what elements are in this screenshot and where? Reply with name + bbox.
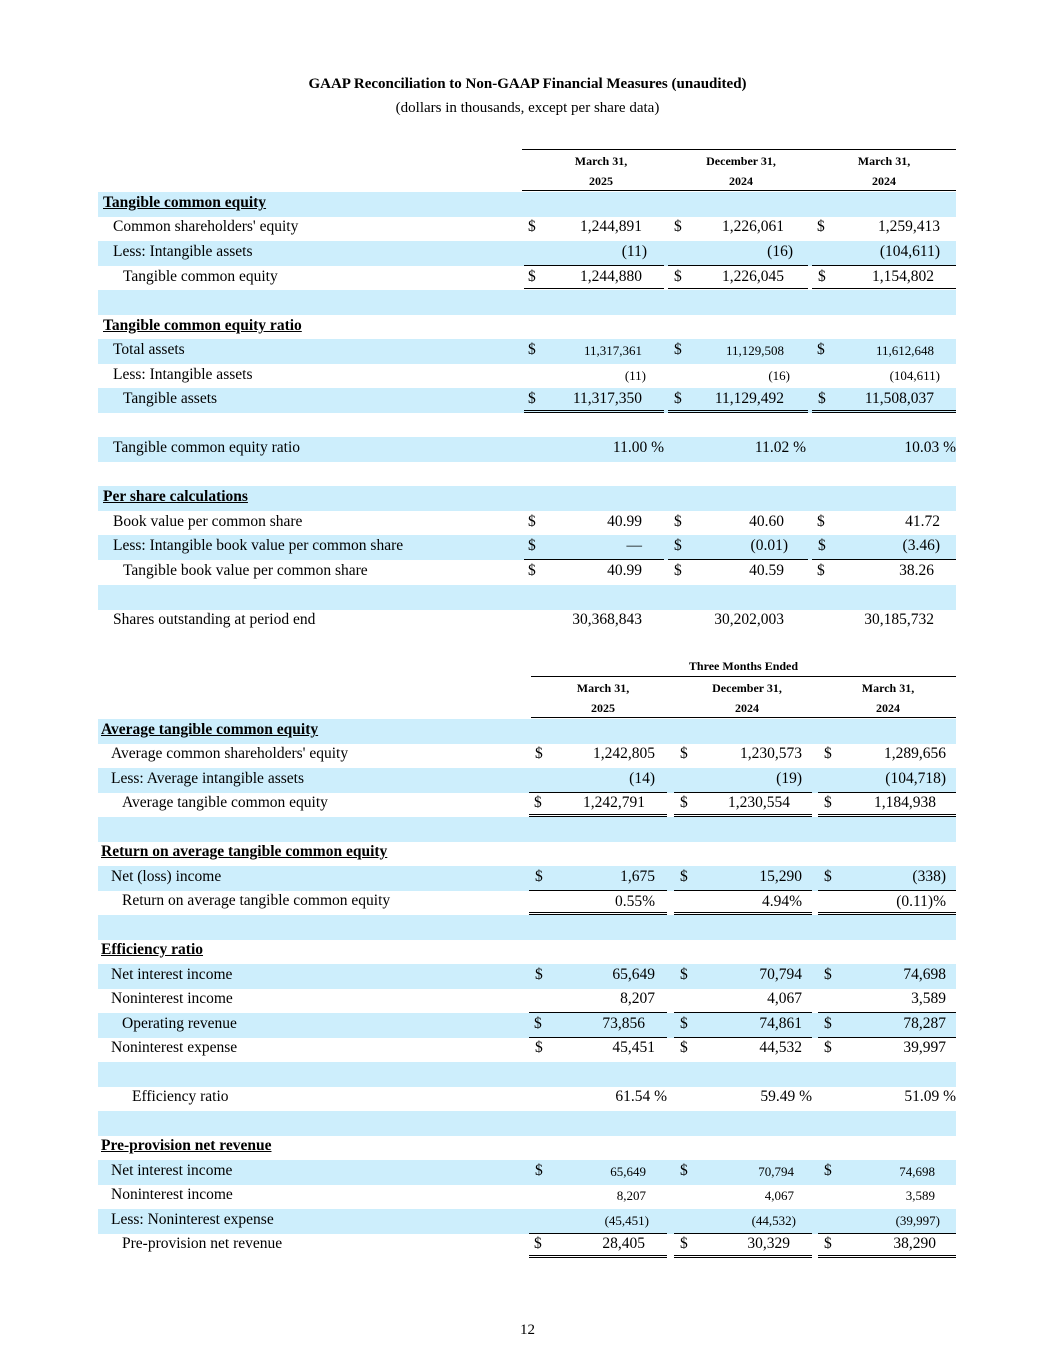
currency-symbol: $ <box>818 268 826 285</box>
table1-header-top-rule <box>522 149 956 150</box>
currency-symbol: $ <box>535 966 543 983</box>
currency-symbol: $ <box>824 1039 832 1056</box>
table-cell: 1,244,891 <box>580 218 642 235</box>
row-label: Total assets <box>113 341 185 358</box>
row-label: Less: Intangible book value per common share <box>113 537 404 554</box>
table-row <box>98 817 956 842</box>
table-cell: 70,794 <box>759 966 802 983</box>
table-row <box>98 841 956 866</box>
currency-symbol: $ <box>534 1235 542 1252</box>
table-row <box>98 437 956 462</box>
page-title: GAAP Reconciliation to Non-GAAP Financial Measures (unaudited) <box>308 76 747 92</box>
currency-symbol: $ <box>528 390 536 407</box>
table-row <box>98 511 956 536</box>
table-cell: 1,259,413 <box>878 218 940 235</box>
table-cell: (44,532) <box>751 1213 796 1228</box>
table-cell: 1,226,045 <box>722 268 784 285</box>
row-label: Average tangible common equity <box>122 794 328 811</box>
table-row <box>98 1062 956 1087</box>
table-cell: 61.54 % <box>615 1088 667 1105</box>
table-cell: 45,451 <box>612 1039 655 1056</box>
currency-symbol: $ <box>674 390 682 407</box>
three-months-ended-header: Three Months Ended <box>688 659 799 673</box>
table-cell: (104,718) <box>885 770 946 787</box>
table-cell: 11,508,037 <box>864 390 934 407</box>
table-cell: (16) <box>768 368 790 383</box>
table2-col-header-3: March 31, 2024 <box>861 681 915 715</box>
table2-header-bottom-rule <box>531 717 956 718</box>
table-cell: 1,226,061 <box>722 218 784 235</box>
row-label: Noninterest expense <box>111 1039 238 1056</box>
table-row <box>98 768 956 793</box>
table-cell: 30,368,843 <box>572 611 642 628</box>
row-label: Pre-provision net revenue <box>122 1235 283 1252</box>
currency-symbol: $ <box>817 562 825 579</box>
currency-symbol: $ <box>680 794 688 811</box>
table-cell: 8,207 <box>620 990 655 1007</box>
table-row <box>98 585 956 610</box>
currency-symbol: $ <box>674 268 682 285</box>
table-cell: 44,532 <box>759 1039 802 1056</box>
table-row <box>98 241 956 266</box>
table-cell: 30,185,732 <box>864 611 934 628</box>
currency-symbol: $ <box>817 513 825 530</box>
table1-col-header-3: March 31, 2024 <box>857 154 911 188</box>
table-row <box>98 988 956 1013</box>
section-heading: Tangible common equity <box>103 194 267 211</box>
currency-symbol: $ <box>824 794 832 811</box>
row-label: Less: Intangible assets <box>113 243 253 260</box>
table-cell: (16) <box>767 243 793 260</box>
table-row <box>98 1184 956 1209</box>
table1-col-header-2: December 31, 2024 <box>706 154 776 188</box>
table-row <box>98 339 956 364</box>
table-cell: 38,290 <box>893 1235 936 1252</box>
table-cell: (11) <box>621 243 647 260</box>
table-cell: (104,611) <box>889 368 940 383</box>
page-subtitle: (dollars in thousands, except per share data) <box>395 100 660 116</box>
table-cell: 1,244,880 <box>580 268 642 285</box>
table-cell: 38.26 <box>899 562 934 579</box>
table-cell: 3,589 <box>911 990 946 1007</box>
table2-col-header-2: December 31, 2024 <box>712 681 782 715</box>
table-cell: 30,329 <box>747 1235 790 1252</box>
table-cell: — <box>626 537 642 554</box>
table-cell: 10.03 % <box>904 439 956 456</box>
table-cell: 4,067 <box>764 1188 794 1203</box>
table-cell: 11,612,648 <box>875 343 934 358</box>
currency-symbol: $ <box>824 1162 832 1179</box>
table-row <box>98 1233 956 1258</box>
table-cell: 11,317,350 <box>572 390 642 407</box>
row-label: Return on average tangible common equity <box>122 892 391 909</box>
table-row <box>98 1209 956 1234</box>
currency-symbol: $ <box>818 390 826 407</box>
row-label: Noninterest income <box>111 990 233 1007</box>
row-label: Tangible assets <box>123 390 218 407</box>
table-cell: 59.49 % <box>760 1088 812 1105</box>
row-label: Less: Average intangible assets <box>111 770 304 787</box>
currency-symbol: $ <box>817 218 825 235</box>
table-row <box>98 535 956 560</box>
row-label: Book value per common share <box>113 513 303 530</box>
table-cell: 28,405 <box>602 1235 645 1252</box>
row-label: Noninterest income <box>111 1186 233 1203</box>
currency-symbol: $ <box>674 513 682 530</box>
row-label: Less: Intangible assets <box>113 366 253 383</box>
table-cell: (39,997) <box>895 1213 940 1228</box>
table-cell: 8,207 <box>616 1188 646 1203</box>
table-row <box>98 719 956 744</box>
table-cell: 40.99 <box>607 562 642 579</box>
currency-symbol: $ <box>680 1162 688 1179</box>
table-row <box>98 1135 956 1160</box>
table-row <box>98 1086 956 1111</box>
table-cell: 1,230,573 <box>740 745 802 762</box>
section-heading: Per share calculations <box>103 488 248 505</box>
table-cell: 65,649 <box>612 966 655 983</box>
currency-symbol: $ <box>674 218 682 235</box>
currency-symbol: $ <box>680 966 688 983</box>
table-cell: 40.60 <box>749 513 784 530</box>
table-cell: (11) <box>624 368 646 383</box>
currency-symbol: $ <box>535 1039 543 1056</box>
currency-symbol: $ <box>680 1235 688 1252</box>
row-label: Shares outstanding at period end <box>113 611 316 628</box>
table-cell: 39,997 <box>903 1039 946 1056</box>
row-label: Net interest income <box>111 1162 233 1179</box>
currency-symbol: $ <box>528 537 536 554</box>
table-cell: 1,675 <box>620 868 655 885</box>
currency-symbol: $ <box>680 745 688 762</box>
section-heading: Average tangible common equity <box>101 721 319 738</box>
table-cell: 11.00 % <box>612 439 664 456</box>
table-row <box>98 939 956 964</box>
table-cell: 1,242,791 <box>583 794 645 811</box>
currency-symbol: $ <box>824 745 832 762</box>
currency-symbol: $ <box>824 1015 832 1032</box>
table-row <box>98 1037 956 1062</box>
table-cell: (0.11)% <box>896 893 946 910</box>
currency-symbol: $ <box>680 1015 688 1032</box>
currency-symbol: $ <box>535 868 543 885</box>
table-cell: 11.02 % <box>754 439 806 456</box>
currency-symbol: $ <box>824 1235 832 1252</box>
currency-symbol: $ <box>680 868 688 885</box>
table-cell: 51.09 % <box>904 1088 956 1105</box>
currency-symbol: $ <box>528 341 536 358</box>
currency-symbol: $ <box>528 268 536 285</box>
table-cell: 1,289,656 <box>884 745 946 762</box>
table-row <box>98 266 956 291</box>
currency-symbol: $ <box>528 562 536 579</box>
row-label: Efficiency ratio <box>132 1088 229 1105</box>
table-cell: (0.01) <box>750 537 788 554</box>
section-heading: Return on average tangible common equity <box>101 843 388 860</box>
table-cell: 3,589 <box>905 1188 935 1203</box>
row-label: Net (loss) income <box>111 868 222 885</box>
table-cell: (104,611) <box>879 243 940 260</box>
currency-symbol: $ <box>535 1162 543 1179</box>
table-row <box>98 1160 956 1185</box>
table-cell: 41.72 <box>905 513 940 530</box>
table-row <box>98 315 956 340</box>
table-cell: 74,861 <box>759 1015 802 1032</box>
table-row <box>98 1013 956 1038</box>
row-label: Tangible common equity <box>123 268 278 285</box>
section-heading: Efficiency ratio <box>101 941 204 958</box>
table-cell: 1,242,805 <box>593 745 655 762</box>
table-row <box>98 609 956 634</box>
table-cell: 70,794 <box>758 1164 794 1179</box>
table-row <box>98 364 956 389</box>
table-cell: 11,129,508 <box>725 343 784 358</box>
currency-symbol: $ <box>824 868 832 885</box>
table-row <box>98 866 956 891</box>
table-cell: (14) <box>629 770 655 787</box>
table-cell: 65,649 <box>610 1164 646 1179</box>
table-row <box>98 743 956 768</box>
table-cell: 1,154,802 <box>872 268 934 285</box>
table-cell: 0.55% <box>614 893 655 910</box>
currency-symbol: $ <box>817 341 825 358</box>
table-row <box>98 290 956 315</box>
table-row <box>98 915 956 940</box>
table-row <box>98 964 956 989</box>
table-row <box>98 192 956 217</box>
table-cell: (19) <box>776 770 802 787</box>
table1-col-header-1: March 31, 2025 <box>574 154 628 188</box>
table-cell: 4.94% <box>761 893 802 910</box>
row-label: Net interest income <box>111 966 233 983</box>
table-cell: 15,290 <box>759 868 802 885</box>
table-row <box>98 216 956 241</box>
table-cell: 4,067 <box>767 990 802 1007</box>
table-cell: 11,317,361 <box>583 343 642 358</box>
table-row <box>98 560 956 585</box>
table-cell: (338) <box>912 868 946 885</box>
row-label: Tangible book value per common share <box>123 562 368 579</box>
table-cell: 78,287 <box>903 1015 946 1032</box>
currency-symbol: $ <box>674 537 682 554</box>
page-number: 12 <box>520 1322 535 1338</box>
section-heading: Pre-provision net revenue <box>101 1137 272 1154</box>
currency-symbol: $ <box>680 1039 688 1056</box>
table-cell: 1,184,938 <box>874 794 936 811</box>
currency-symbol: $ <box>535 745 543 762</box>
row-label: Operating revenue <box>122 1015 237 1032</box>
row-label: Less: Noninterest expense <box>111 1211 274 1228</box>
table-cell: 1,230,554 <box>728 794 790 811</box>
row-label: Common shareholders' equity <box>113 218 299 235</box>
table-cell: 11,129,492 <box>714 390 784 407</box>
table-row <box>98 792 956 817</box>
currency-symbol: $ <box>534 1015 542 1032</box>
currency-symbol: $ <box>528 513 536 530</box>
currency-symbol: $ <box>674 562 682 579</box>
table-cell: 30,202,003 <box>714 611 784 628</box>
row-label: Average common shareholders' equity <box>111 745 349 762</box>
table2-col-header-1: March 31, 2025 <box>576 681 630 715</box>
section-heading: Tangible common equity ratio <box>103 317 302 334</box>
table-cell: (3.46) <box>902 537 940 554</box>
table-cell: 73,856 <box>602 1015 645 1032</box>
table-row <box>98 388 956 413</box>
table-row <box>98 1111 956 1136</box>
row-label: Tangible common equity ratio <box>113 439 301 456</box>
currency-symbol: $ <box>818 537 826 554</box>
table1-header-bottom-rule <box>522 190 956 191</box>
table-row <box>98 890 956 915</box>
table-cell: 74,698 <box>899 1164 935 1179</box>
table-row <box>98 486 956 511</box>
table-cell: 40.59 <box>749 562 784 579</box>
currency-symbol: $ <box>534 794 542 811</box>
table-cell: 40.99 <box>607 513 642 530</box>
table-cell: 74,698 <box>903 966 946 983</box>
table-cell: (45,451) <box>604 1213 649 1228</box>
currency-symbol: $ <box>824 966 832 983</box>
table2-header-top-rule <box>531 676 956 677</box>
currency-symbol: $ <box>674 341 682 358</box>
currency-symbol: $ <box>528 218 536 235</box>
